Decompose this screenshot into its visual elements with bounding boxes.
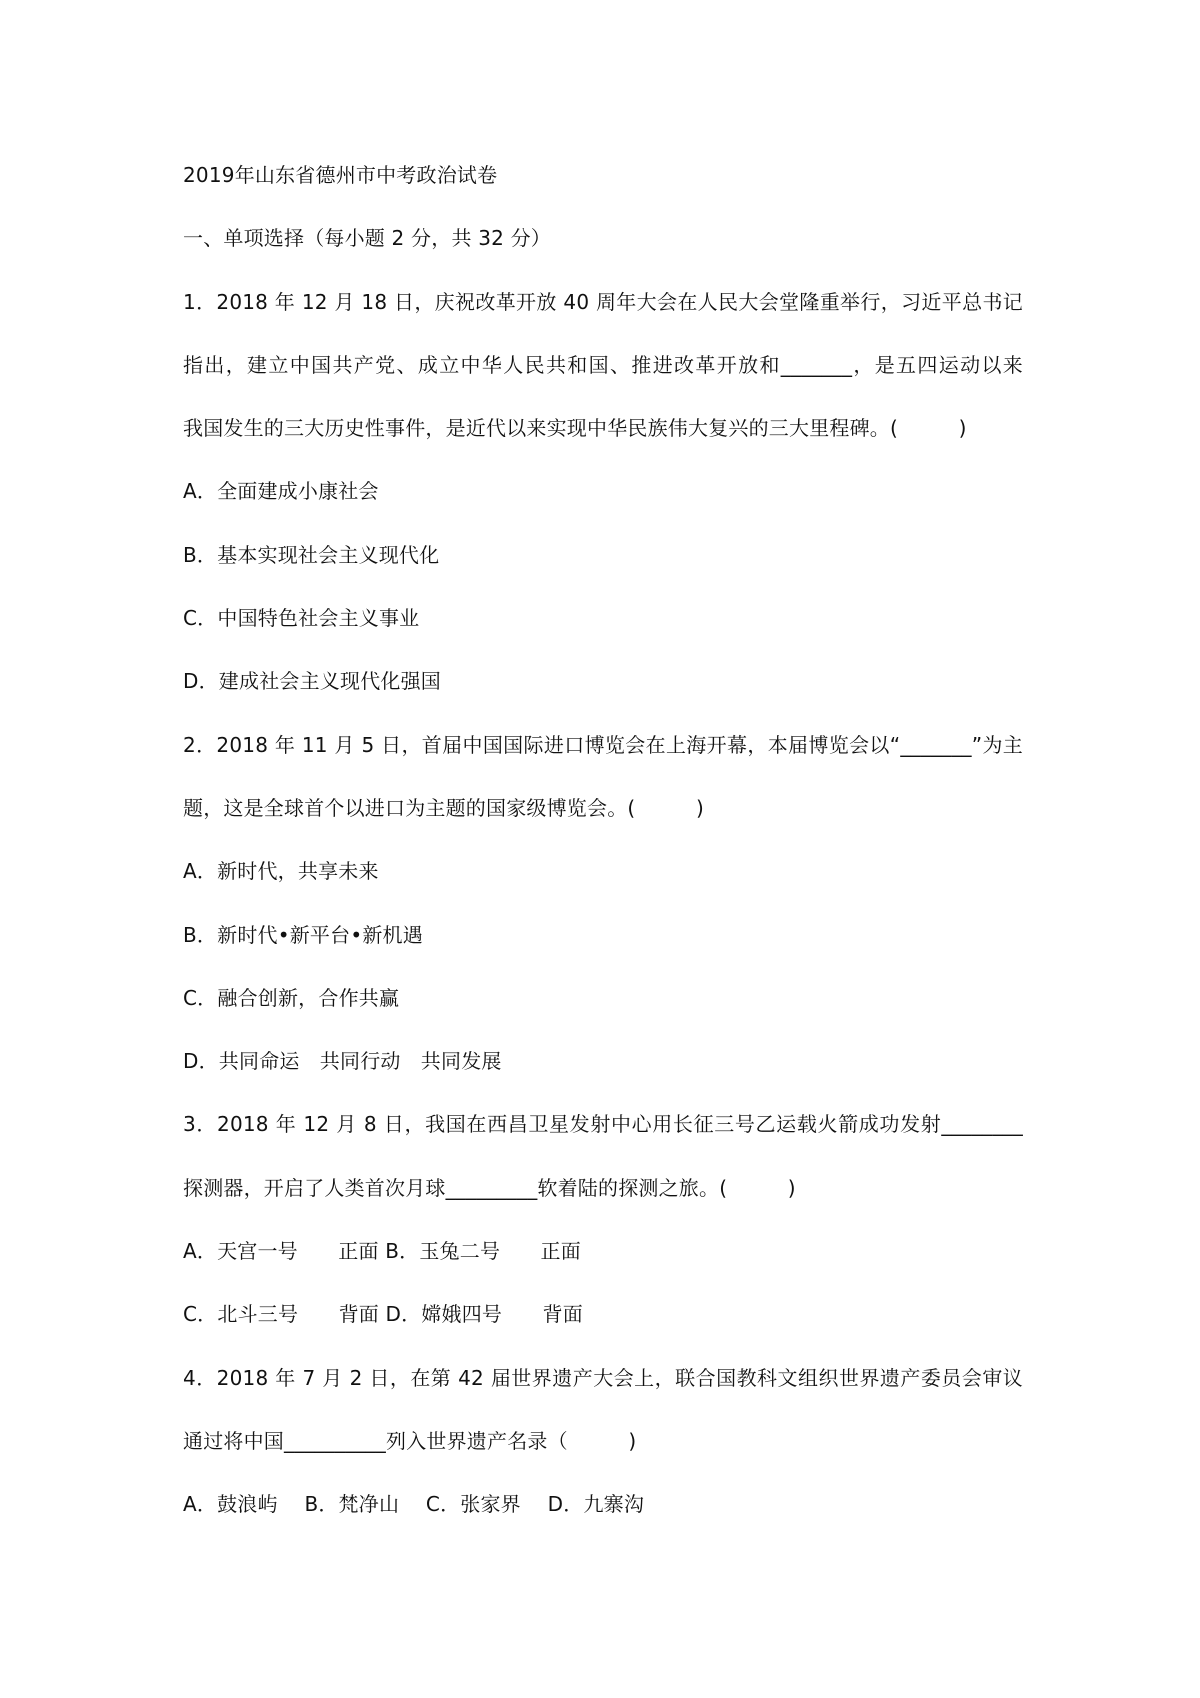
question-1-option-a: A．全面建成小康社会 [183,479,379,504]
exam-page [183,160,1023,1519]
question-4-line-2: 通过将中国__________列入世界遗产名录（ ) [183,1428,637,1453]
question-3-line-2: 探测器，开启了人类首次月球_________软着陆的探测之旅。( ) [183,1175,796,1200]
question-2-line-1: 2．2018 年 11 月 5 日，首届中国国际进口博览会在上海开幕，本届博览会以“_______”为主 [183,732,1023,757]
question-1-option-d: D．建成社会主义现代化强国 [183,669,442,694]
question-2-line-2: 题，这是全球首个以进口为主题的国家级博览会。( ) [183,795,705,820]
question-2-option-b: B．新时代•新平台•新机遇 [183,922,423,947]
section-heading: 一、单项选择（每小题 2 分，共 32 分） [183,226,552,251]
question-4-line-1: 4．2018 年 7 月 2 日，在第 42 届世界遗产大会上，联合国教科文组织世界遗产委员会审议 [183,1365,1023,1390]
question-3-options-cd: C．北斗三号 背面 D．嫦娥四号 背面 [183,1302,583,1327]
question-1-line-3: 我国发生的三大历史性事件，是近代以来实现中华民族伟大复兴的三大里程碑。( ) [183,416,967,441]
question-2-option-d: D．共同命运 共同行动 共同发展 [183,1049,502,1074]
question-4-options: A．鼓浪屿 B．梵净山 C．张家界 D．九寨沟 [183,1492,645,1517]
question-2-option-a: A．新时代，共享未来 [183,859,379,884]
question-3-line-1: 3．2018 年 12 月 8 日，我国在西昌卫星发射中心用长征三号乙运载火箭成功发射________ [183,1112,1023,1137]
question-3-options-ab: A．天宫一号 正面 B．玉兔二号 正面 [183,1239,581,1264]
question-1-option-b: B．基本实现社会主义现代化 [183,542,440,567]
question-1-line-1: 1．2018 年 12 月 18 日，庆祝改革开放 40 周年大会在人民大会堂隆重举行，习近平总书记 [183,289,1023,314]
question-1-option-c: C．中国特色社会主义事业 [183,606,420,631]
question-1-line-2: 指出，建立中国共产党、成立中华人民共和国、推进改革开放和_______，是五四运动以来 [183,352,1023,377]
document-title: 2019年山东省德州市中考政治试卷 [183,163,498,187]
question-2-option-c: C．融合创新，合作共赢 [183,985,400,1010]
